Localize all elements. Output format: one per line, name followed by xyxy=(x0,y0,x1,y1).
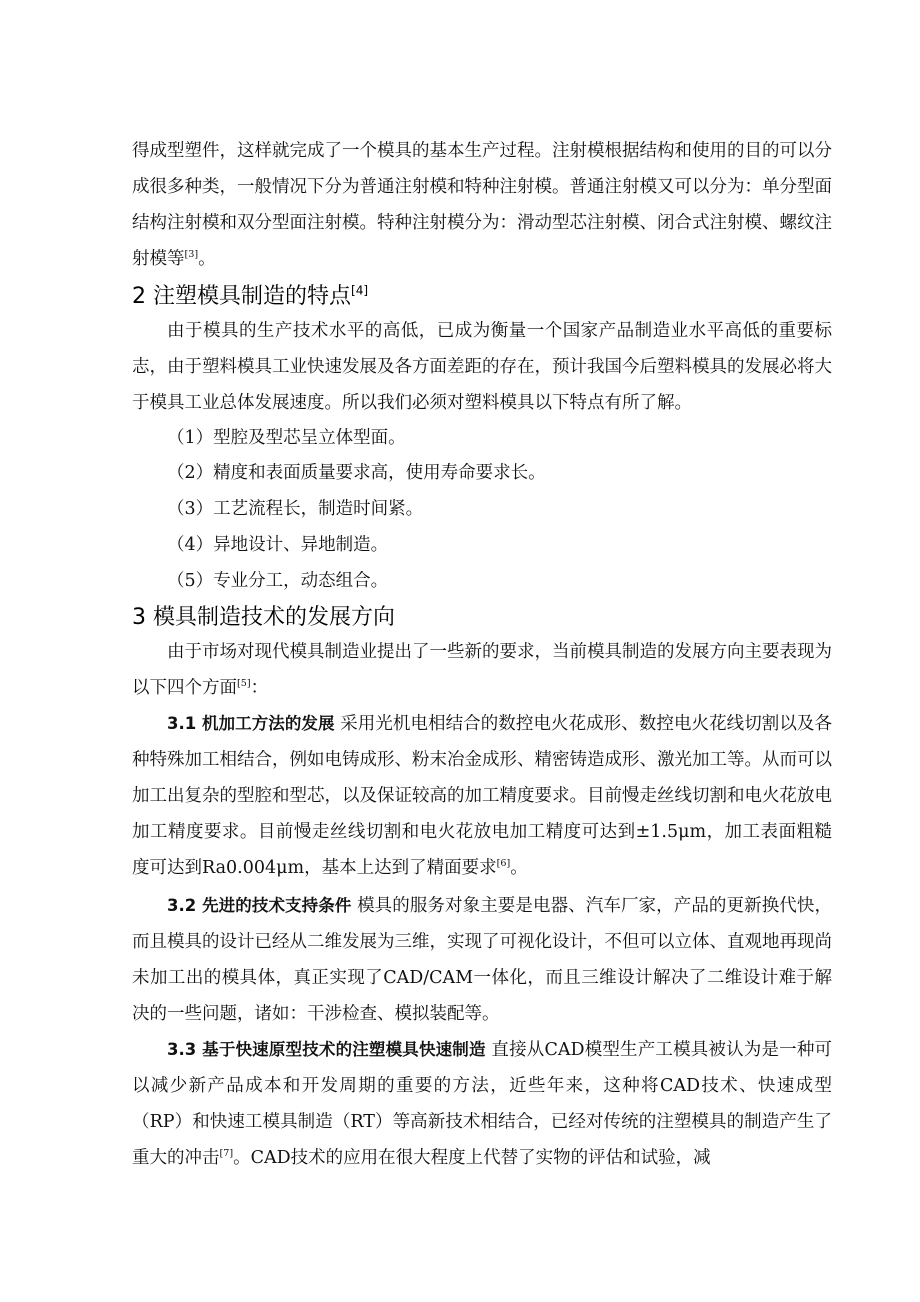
list-item: （3）工艺流程长，制造时间紧。 xyxy=(167,499,424,519)
list-item: （1）型腔及型芯呈立体型面。 xyxy=(167,428,406,448)
subsection-3-3-tail: 。CAD技术的应用在很大程度上代替了实物的评估和试验，减 xyxy=(233,1148,711,1168)
subsection-3-2-paragraph xyxy=(132,888,832,1032)
list-item: （5）专业分工，动态组合。 xyxy=(167,571,389,591)
subsection-3-1-text: 采用光机电相结合的数控电火花成形、数控电火花线切割以及各种特殊加工相结合，例如电铸成形、粉末冶金成形、精密铸造成形、激光加工等。从而可以加工出复杂的型腔和型芯，以及保证较高的加工精度要求。目前慢走丝线切割和电火花放电加工精度要求。目前慢走丝线切割和电火花放电加工精度可达到±1.5μm，加工表面粗糙度可达到Ra0.004μm，基本上达到了精面要求 xyxy=(132,714,832,878)
citation-ref: [5] xyxy=(237,678,251,690)
citation-ref: [6] xyxy=(496,858,511,870)
subsection-3-1-paragraph xyxy=(132,706,832,886)
continuation-paragraph xyxy=(132,133,832,277)
subsection-3-3-title: 3.3 基于快速原型技术的注塑模具快速制造 xyxy=(167,1040,486,1059)
section-3-heading: 3 模具制造技术的发展方向 xyxy=(132,605,395,630)
continuation-text: 得成型塑件，这样就完成了一个模具的基本生产过程。注射模根据结构和使用的目的可以分成很多种类，一般情况下分为普通注射模和特种注射模。普通注射模又可以分为：单分型面结构注射模和双分型面注射模。特种注射模分为：滑动型芯注射模、闭合式注射模、螺纹注射模等 xyxy=(132,141,832,269)
continuation-tail: 。 xyxy=(198,249,216,269)
citation-ref: [3] xyxy=(184,249,199,261)
subsection-3-2-text: 模具的服务对象主要是电器、汽车厂家，产品的更新换代快，而且模具的设计已经从二维发展为三维，实现了可视化设计，不但可以立体、直观地再现尚未加工出的模具体，真正实现了CAD/CAM一体化，而且三维设计解决了二维设计难于解决的一些问题，诸如：干涉检查、模拟装配等。 xyxy=(132,896,832,1024)
section-3-intro-text: 由于市场对现代模具制造业提出了一些新的要求，当前模具制造的发展方向主要表现为以下四个方面 xyxy=(132,642,832,698)
subsection-3-1-tail: 。 xyxy=(510,858,528,878)
section-2-title: 2 注塑模具制造的特点 xyxy=(132,284,351,309)
subsection-3-2-title: 3.2 先进的技术支持条件 xyxy=(167,896,352,915)
section-2-intro: 由于模具的生产技术水平的高低，已成为衡量一个国家产品制造业水平高低的重要标志，由于塑料模具工业快速发展及各方面差距的存在，预计我国今后塑料模具的发展必将大于模具工业总体发展速度。所以我们必须对塑料模具以下特点有所了解。 xyxy=(132,321,832,413)
subsection-3-3-paragraph xyxy=(132,1032,832,1176)
list-item: （4）异地设计、异地制造。 xyxy=(167,535,389,555)
subsection-3-3-text: 直接从CAD模型生产工模具被认为是一种可以减少新产品成本和开发周期的重要的方法，近些年来，这种将CAD技术、快速成型（RP）和快速工模具制造（RT）等高新技术相结合，已经对传统的注塑模具的制造产生了重大的冲击 xyxy=(132,1040,832,1168)
section-3-intro xyxy=(132,634,832,706)
subsection-3-1-title: 3.1 机加工方法的发展 xyxy=(167,714,335,733)
list-item: （2）精度和表面质量要求高，使用寿命要求长。 xyxy=(167,463,546,483)
citation-ref: [7] xyxy=(219,1148,234,1160)
section-3-intro-tail: ： xyxy=(250,678,269,698)
citation-ref: [4] xyxy=(351,283,369,298)
section-2-heading xyxy=(132,280,368,314)
